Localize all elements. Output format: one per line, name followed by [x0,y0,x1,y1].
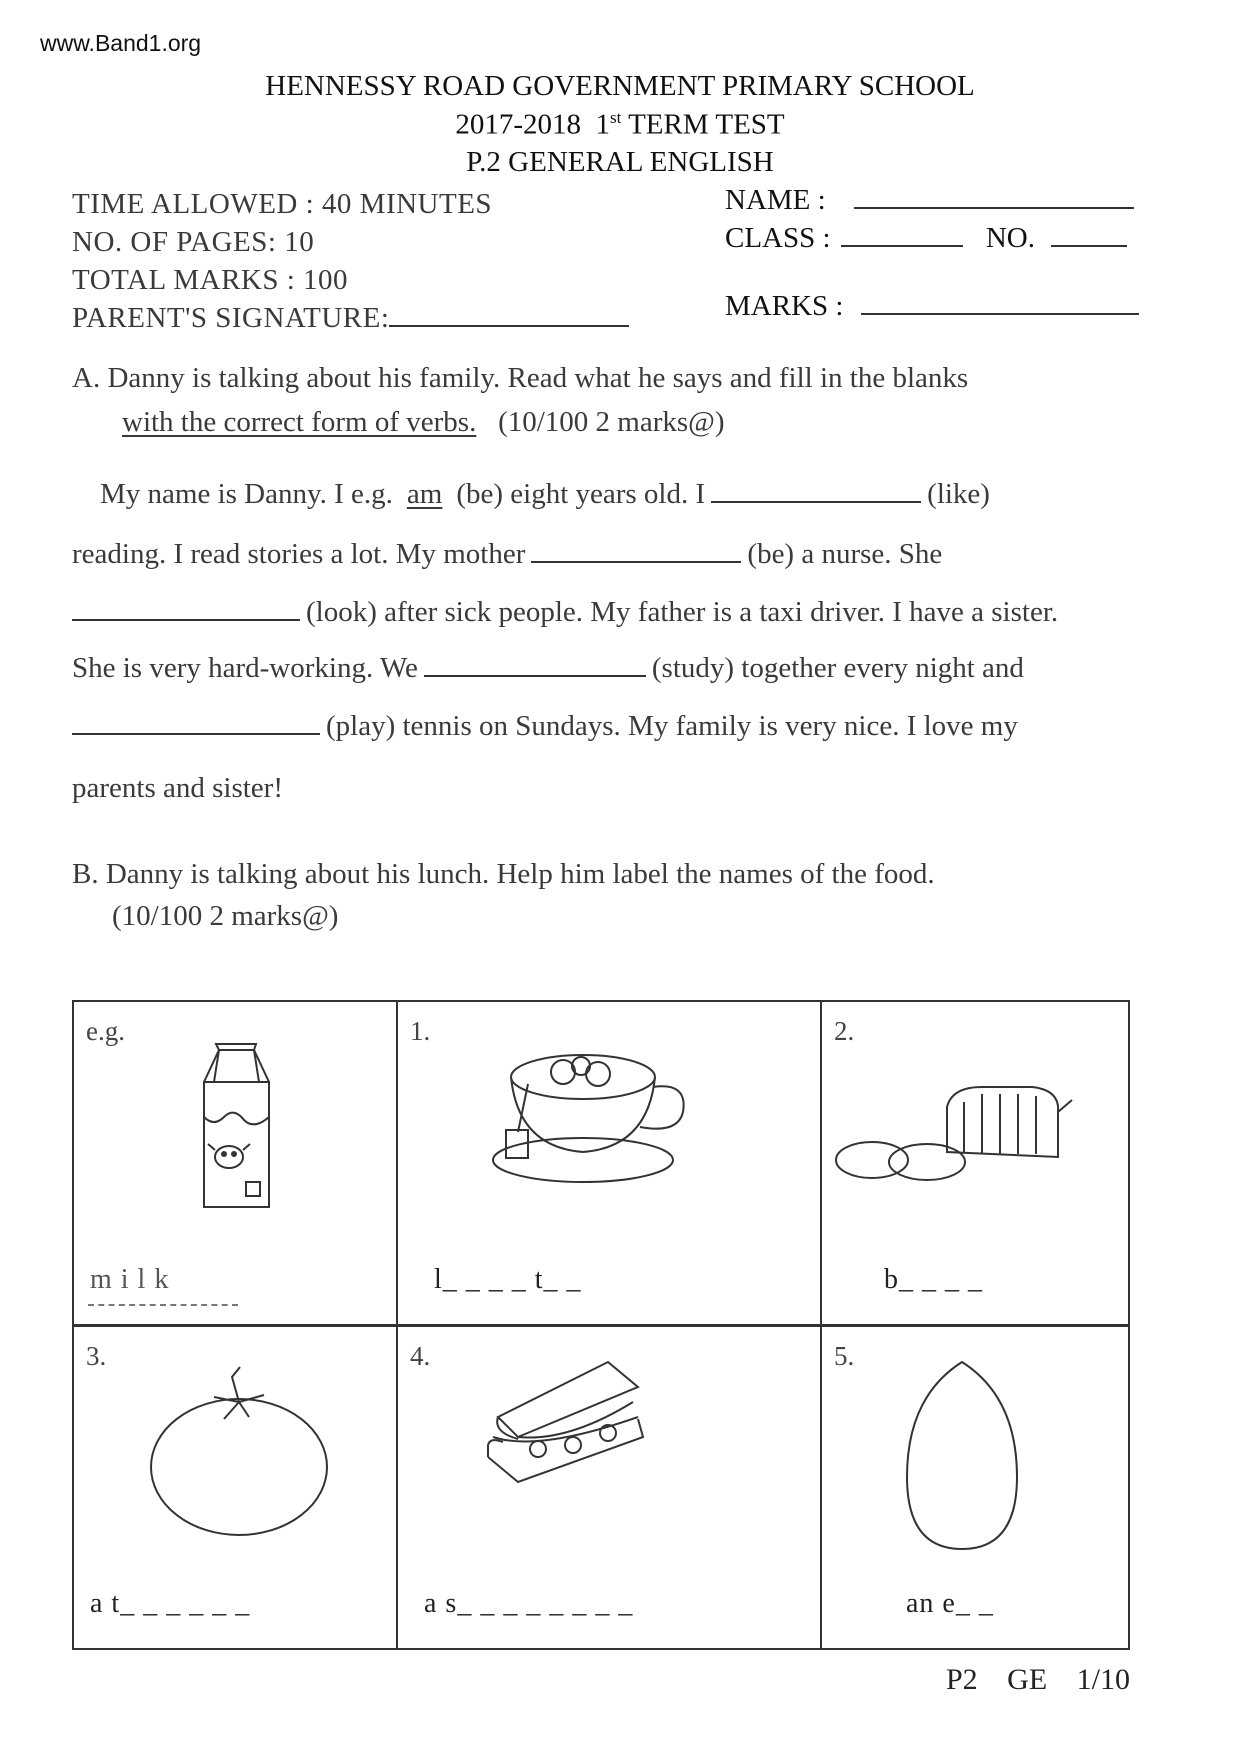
site-watermark: www.Band1.org [40,30,202,56]
text: (study) together every night and [651,652,1024,684]
name-label: NAME : [725,184,826,216]
answer-5[interactable]: an e_ _ [906,1588,994,1619]
egg-icon [892,1357,1032,1557]
no-label: NO. [985,222,1035,254]
item-number: 3. [86,1341,107,1371]
paragraph-line-4 [72,652,1024,685]
sandwich-icon [478,1357,658,1497]
text: She is very hard-working. We [72,652,418,684]
term-ordinal: 1 [595,108,611,141]
food-cell-3 [74,1327,396,1648]
marks-row [725,290,1139,323]
item-number: 1. [410,1016,431,1046]
text: (be) a nurse. She [747,538,943,570]
answer-example: m i l k [90,1264,170,1295]
food-cell-2 [822,1002,1128,1324]
answer-4[interactable]: a s_ _ _ _ _ _ _ _ [424,1588,634,1619]
text: (like) [927,478,990,510]
class-line[interactable] [841,245,963,247]
parent-signature-row [72,302,629,335]
section-b-instruction [72,858,935,891]
text: (be) eight years old. I [456,478,706,510]
section-a-label: A. [72,362,101,394]
time-allowed: TIME ALLOWED : 40 MINUTES [72,188,493,220]
school-name: HENNESSY ROAD GOVERNMENT PRIMARY SCHOOL [265,70,975,102]
blank-like[interactable] [711,500,921,503]
answer-2[interactable]: b_ _ _ _ [884,1264,983,1295]
paragraph-line-1 [100,478,990,511]
milk-carton-icon [184,1042,284,1212]
text: (look) after sick people. My father is a taxi driver. I have a sister. [306,596,1059,628]
text: reading. I read stories a lot. My mother [72,538,526,570]
term-title [0,108,1240,142]
number-of-pages: NO. OF PAGES: 10 [72,226,315,258]
food-cell-example [74,1002,396,1324]
marks-label: MARKS : [725,290,844,322]
term-suffix: st [610,108,622,127]
food-cell-1 [398,1002,820,1324]
name-line[interactable] [854,207,1134,209]
item-number: e.g. [86,1016,125,1046]
example-answer: am [406,478,443,510]
item-number: 4. [410,1341,431,1371]
blank-study[interactable] [424,674,646,677]
item-number: 2. [834,1016,855,1046]
blank-be[interactable] [531,560,741,563]
paragraph-line-5 [72,710,1018,743]
text: (play) tennis on Sundays. My family is very nice. I love my [326,710,1018,742]
section-b-text: Danny is talking about his lunch. Help him label the names of the food. [105,858,935,890]
section-a-text-1: Danny is talking about his family. Read what he says and fill in the blanks [107,362,969,394]
page-footer: P2 GE 1/10 [945,1663,1130,1696]
parent-signature-label: PARENT'S SIGNATURE: [72,302,390,334]
paragraph-line-2 [72,538,942,571]
bread-icon [832,1082,1082,1192]
marks-line[interactable] [861,313,1139,315]
blank-look[interactable] [72,618,300,621]
total-marks: TOTAL MARKS : 100 [72,264,349,296]
paragraph-line-3 [72,596,1058,629]
parent-signature-line[interactable] [389,325,629,327]
blank-play[interactable] [72,732,320,735]
name-row [725,184,1134,217]
lemon-tea-icon [488,1042,688,1192]
class-row [725,222,1127,255]
item-number: 5. [834,1341,855,1371]
section-a-instruction [72,362,968,395]
term-year: 2017-2018 [455,108,582,141]
section-b-label: B. [72,858,99,890]
section-b-marks: (10/100 2 marks@) [112,900,339,932]
answer-1[interactable]: l_ _ _ _ t_ _ [434,1264,582,1295]
answer-3[interactable]: a t_ _ _ _ _ _ [90,1588,251,1619]
answer-underline [88,1304,238,1306]
tomato-icon [144,1357,334,1547]
paragraph-line-6: parents and sister! [72,772,283,804]
no-line[interactable] [1051,245,1127,247]
subject-title: P.2 GENERAL ENGLISH [466,146,774,178]
food-cell-5 [822,1327,1128,1648]
section-a-text-2: with the correct form of verbs. [122,406,477,438]
food-label-grid [72,1000,1130,1650]
food-cell-4 [398,1327,820,1648]
section-a-marks: (10/100 2 marks@) [498,406,725,438]
term-rest: TERM TEST [628,108,785,141]
class-label: CLASS : [725,222,831,254]
section-a-instruction-2 [122,406,725,439]
text: My name is Danny. I e.g. [100,478,393,510]
